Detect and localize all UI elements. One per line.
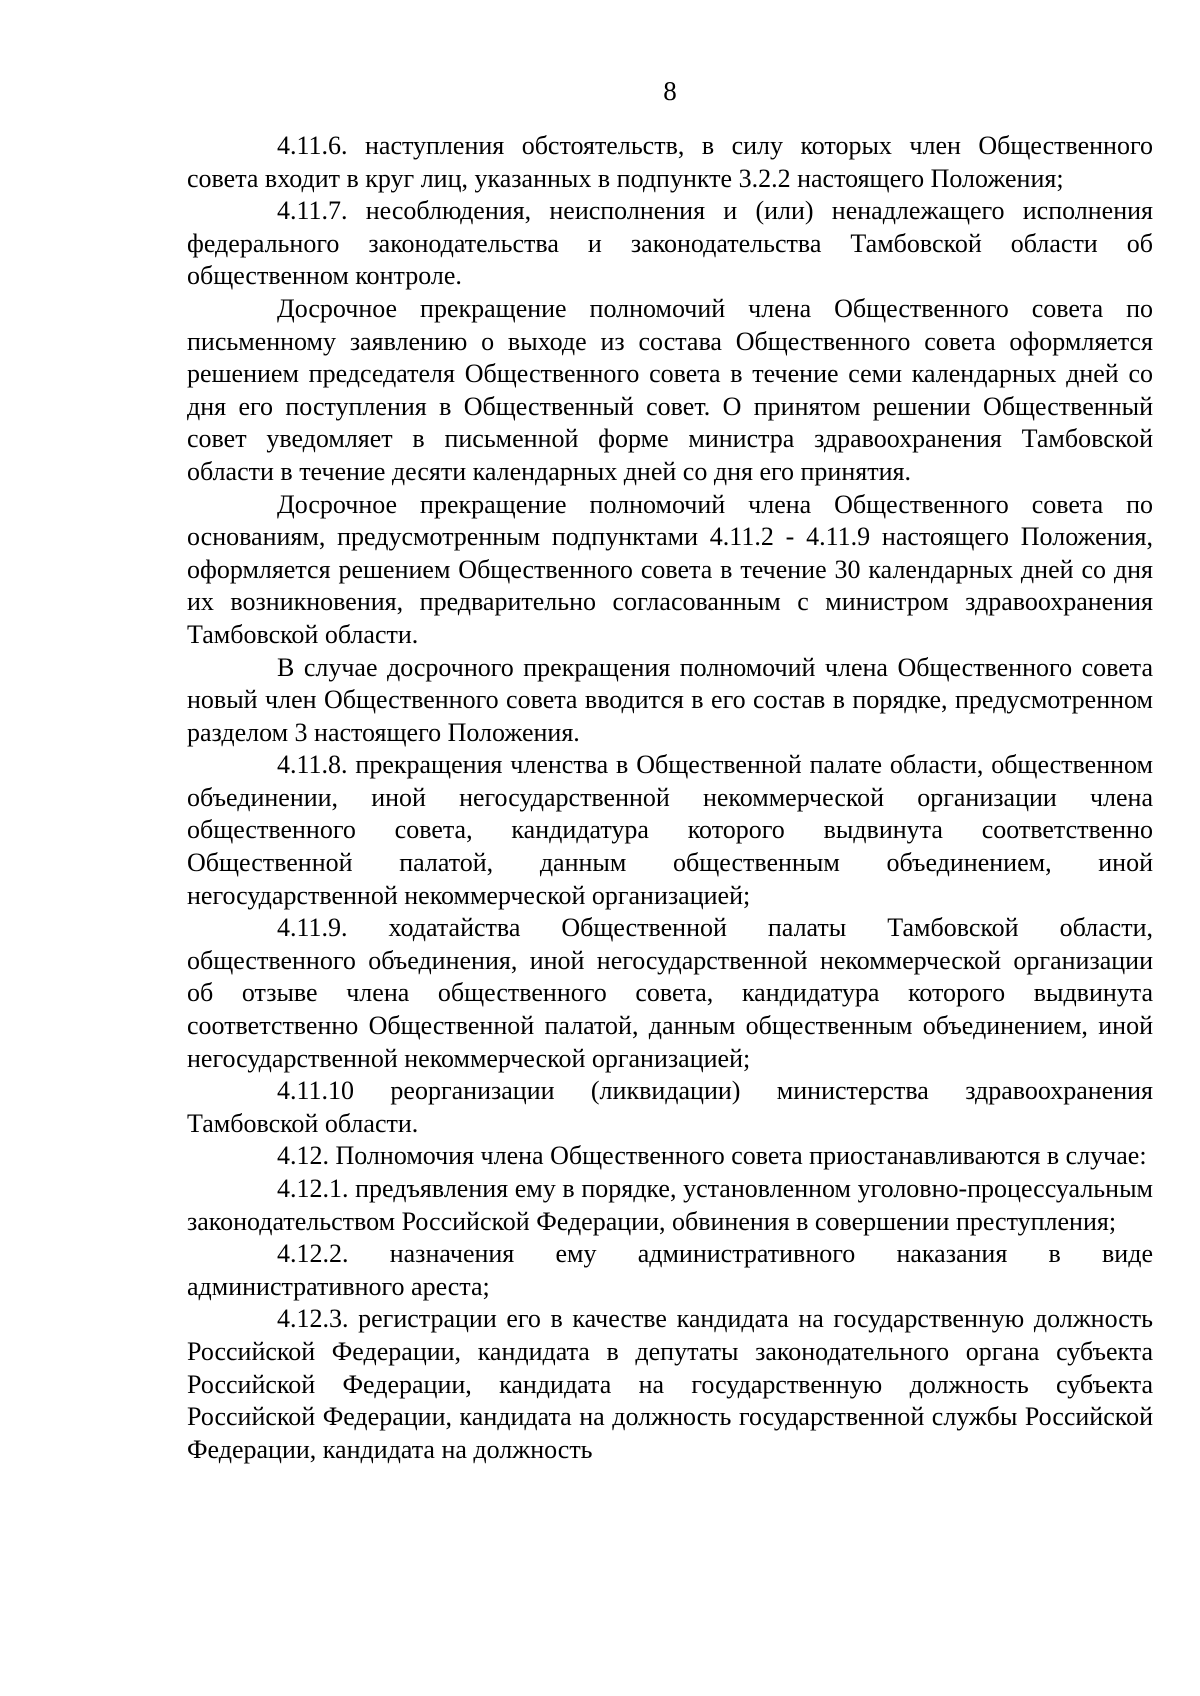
- paragraph-4-11-8: 4.11.8. прекращения членства в Общественной палате области, общественном объединении, иной негосударственной некоммерческой организации члена общественного совета, кандидатура которого выдвинута соответственно Общественной палатой, данным общественным объединением, иной негосударственной некоммерческой организацией;: [187, 750, 1153, 910]
- paragraph-early-termination-by-request: Досрочное прекращение полномочий члена Общественного совета по письменному заявлению о выходе из состава Общественного совета оформляется решением председателя Общественного совета в течение семи календарных дней со дня его поступления в Общественный совет. О принятом решении Общественный совет уведомляет в письменной форме министра здравоохранения Тамбовской области в течение десяти календарных дней со дня его принятия.: [187, 293, 1153, 486]
- paragraph-4-12-1: 4.12.1. предъявления ему в порядке, установленном уголовно-процессуальным законодательством Российской Федерации, обвинения в совершении преступления;: [187, 1174, 1153, 1236]
- paragraph-4-12-2: 4.12.2. назначения ему административного наказания в виде административного ареста;: [187, 1239, 1153, 1301]
- paragraph-early-termination-by-grounds: Досрочное прекращение полномочий члена Общественного совета по основаниям, предусмотренным подпунктами 4.11.2 - 4.11.9 настоящего Положения, оформляется решением Общественного совета в течение 30 календарных дней со дня их возникновения, предварительно согласованным с министром здравоохранения Тамбовской области.: [187, 489, 1153, 649]
- paragraph-4-12: 4.12. Полномочия члена Общественного совета приостанавливаются в случае:: [277, 1141, 1147, 1171]
- paragraph-4-11-7: 4.11.7. несоблюдения, неисполнения и (или) ненадлежащего исполнения федерального законодательства и законодательства Тамбовской области об общественном контроле.: [187, 196, 1153, 291]
- paragraph-new-member-introduction: В случае досрочного прекращения полномочий члена Общественного совета новый член Общественного совета вводится в его состав в порядке, предусмотренном разделом 3 настоящего Положения.: [187, 652, 1153, 747]
- paragraph-4-11-10: 4.11.10 реорганизации (ликвидации) министерства здравоохранения Тамбовской области.: [187, 1076, 1153, 1138]
- paragraph-4-11-6: 4.11.6. наступления обстоятельств, в силу которых член Общественного совета входит в круг лиц, указанных в подпункте 3.2.2 настоящего Положения;: [187, 131, 1153, 193]
- paragraph-4-12-3: 4.12.3. регистрации его в качестве кандидата на государственную должность Российской Федерации, кандидата в депутаты законодательного органа субъекта Российской Федерации, кандидата на государственную должность субъекта Российской Федерации, кандидата на должность государственной службы Российской Федерации, кандидата на должность: [187, 1304, 1153, 1464]
- paragraph-4-11-9: 4.11.9. ходатайства Общественной палаты Тамбовской области, общественного объединения, иной негосударственной некоммерческой организации об отзыве члена общественного совета, кандидатура которого выдвинута соответственно Общественной палатой, данным общественным объединением, иной негосударственной некоммерческой организацией;: [187, 913, 1153, 1073]
- page-number: 8: [663, 76, 677, 106]
- document-body: [187, 130, 1153, 1466]
